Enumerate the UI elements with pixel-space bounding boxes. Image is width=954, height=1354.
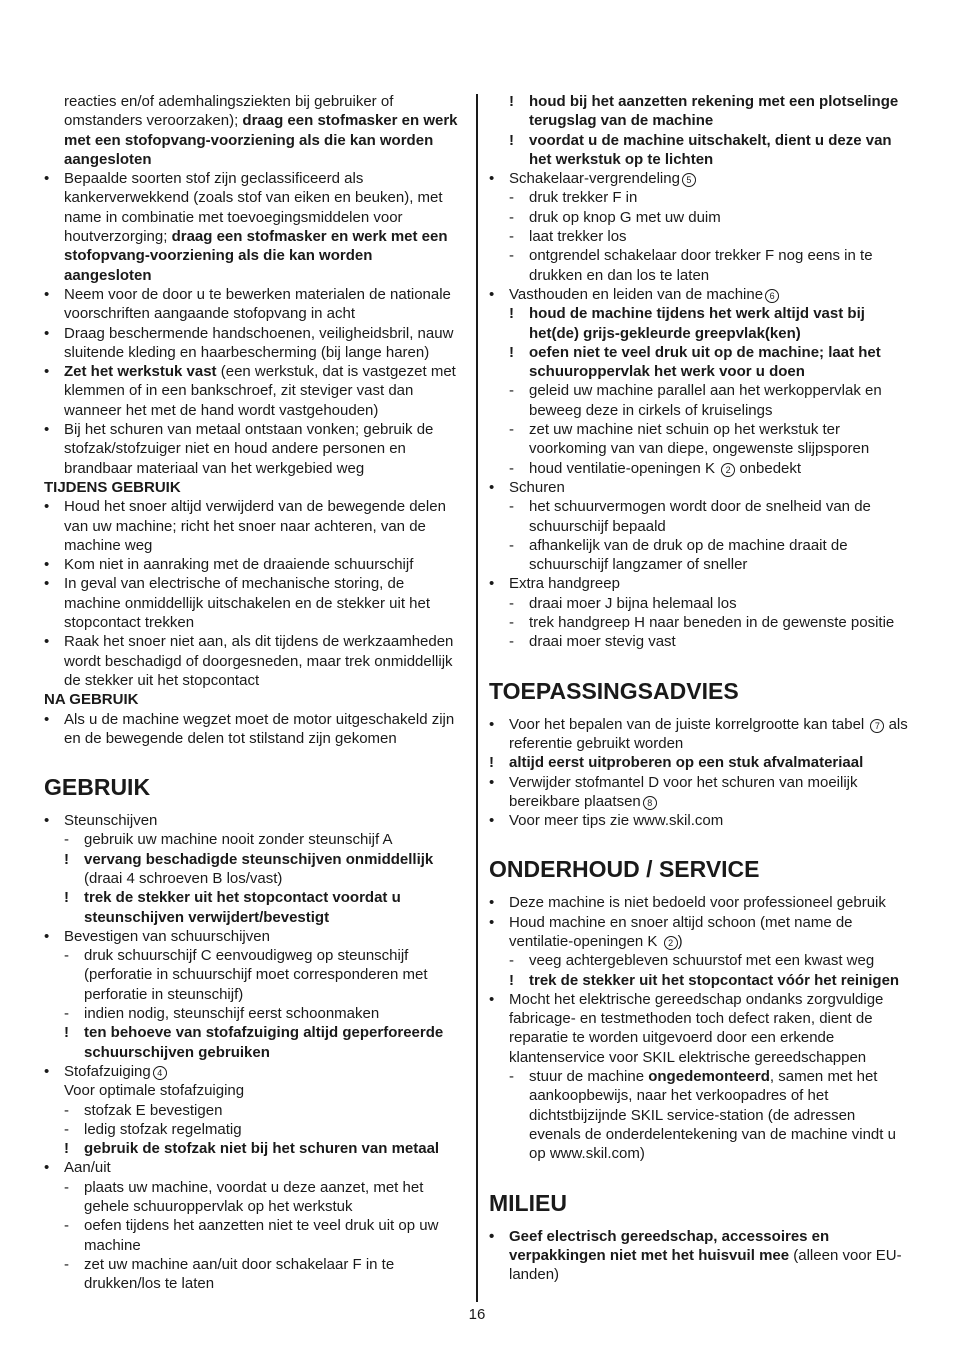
dash-item xyxy=(489,594,911,613)
dash-item xyxy=(44,1120,464,1139)
dash-item xyxy=(489,459,911,478)
dash-icon: - xyxy=(509,189,514,207)
bullet-item xyxy=(489,169,911,188)
text-run: indien nodig, steunschijf eerst schoonmaken xyxy=(84,1005,380,1023)
dash-item xyxy=(489,188,911,207)
text-run: Als u de machine wegzet moet de motor uitgeschakeld zijn en de bewegende delen tot stilstand zijn gekomen xyxy=(64,710,455,747)
warning-item xyxy=(489,131,911,170)
text-run: Zet het werkstuk vast xyxy=(64,363,217,381)
bullet-icon: • xyxy=(44,498,50,516)
text-run: druk op knop G met uw duim xyxy=(529,208,721,226)
warning-item xyxy=(44,1023,464,1062)
exclamation-icon: ! xyxy=(509,93,514,110)
dash-item xyxy=(489,613,911,632)
dash-icon: - xyxy=(509,421,514,439)
bullet-item xyxy=(44,362,464,420)
bullet-item xyxy=(489,285,911,304)
text-run: Aan/uit xyxy=(64,1159,111,1177)
text-run: Vasthouden en leiden van de machine xyxy=(509,285,764,303)
text-run: trek de stekker uit het stopcontact voordat u steunschijven verwijdert/bevestigt xyxy=(84,889,401,926)
text-run: ontgrendel schakelaar door trekker F nog eens in te drukken en dan los te laten xyxy=(529,247,873,284)
bullet-icon: • xyxy=(489,894,495,912)
figure-ref-circle: 2 xyxy=(664,936,678,950)
text-run: ledig stofzak regelmatig xyxy=(84,1120,242,1138)
bullet-item xyxy=(489,574,911,593)
warning-item xyxy=(489,304,911,343)
bullet-icon: • xyxy=(44,1062,50,1080)
bullet-item xyxy=(44,169,464,285)
text-run: zet uw machine aan/uit door schakelaar F in te drukken/los te laten xyxy=(84,1255,395,1293)
text-run: stofzak E bevestigen xyxy=(84,1101,223,1119)
dash-icon: - xyxy=(64,1120,69,1138)
section-heading: TOEPASSINGSADVIES xyxy=(489,677,739,704)
exclamation-icon: ! xyxy=(64,850,69,868)
bullet-item xyxy=(489,893,911,912)
bullet-item xyxy=(44,497,464,555)
subheading xyxy=(44,690,464,709)
dash-item xyxy=(489,1067,911,1163)
dash-item xyxy=(44,946,464,1004)
dash-item xyxy=(44,1101,464,1120)
bullet-icon: • xyxy=(44,324,50,342)
bullet-icon: • xyxy=(44,633,50,651)
exclamation-icon: ! xyxy=(509,131,514,149)
warning-item xyxy=(489,92,911,131)
bullet-item xyxy=(489,773,911,812)
paragraph xyxy=(44,1081,464,1100)
exclamation-icon: ! xyxy=(509,305,514,323)
subheading xyxy=(44,478,464,497)
text-run: Houd machine en snoer altijd schoon (met name de ventilatie-openingen K xyxy=(509,913,853,950)
text-run: Mocht het elektrische gereedschap ondanks zorgvuldige fabricage- en testmethoden toch defect raken, dient de reparatie te worden uitgevoerd door een erkende klantenservice voor SKIL elektrische gereedschappen xyxy=(509,990,884,1066)
text-run: Stofafzuiging xyxy=(64,1062,151,1080)
text-run: draai moer stevig vast xyxy=(529,633,676,651)
dash-icon: - xyxy=(509,208,514,226)
text-run: altijd eerst uitproberen op een stuk afvalmateriaal xyxy=(509,754,864,772)
dash-item xyxy=(489,497,911,536)
dash-icon: - xyxy=(509,382,514,400)
bullet-item xyxy=(44,811,464,830)
text-run: (een werkstuk, dat is vastgezet met klemmen of in een bankschroef, zit steviger vast dan wanneer het met de hand wordt vastgehouden) xyxy=(64,363,456,419)
text-run: houd de machine tijdens het werk altijd vast bij het(de) grijs-gekleurde greepvlak(ken) xyxy=(529,305,865,342)
text-run: geleid uw machine parallel aan het werkoppervlak en beweeg deze in cirkels of kruiselings xyxy=(529,382,882,419)
dash-icon: - xyxy=(509,498,514,516)
text-run: veeg achtergebleven schuurstof met een kwast weg xyxy=(529,952,875,970)
text-run: als referentie gebruikt worden xyxy=(509,715,908,752)
bullet-icon: • xyxy=(489,575,495,593)
bullet-item xyxy=(44,632,464,690)
exclamation-icon: ! xyxy=(509,971,514,989)
section-heading: MILIEU xyxy=(489,1189,567,1216)
bullet-item xyxy=(44,1158,464,1177)
bullet-item xyxy=(44,710,464,749)
bullet-item xyxy=(44,555,464,574)
dash-item xyxy=(44,830,464,849)
text-run: NA GEBRUIK xyxy=(44,691,139,709)
dash-icon: - xyxy=(64,1217,69,1235)
text-run: ) xyxy=(677,932,683,950)
text-run: (alleen voor EU-landen) xyxy=(509,1246,902,1284)
text-run: onbedekt xyxy=(735,459,802,477)
exclamation-icon: ! xyxy=(489,754,494,772)
text-run: het schuurvermogen wordt door de snelheid van de schuurschijf bepaald xyxy=(529,498,871,535)
text-run: voordat u de machine uitschakelt, dient u deze van het werkstuk op te lichten xyxy=(529,131,892,168)
text-run: stuur de machine xyxy=(529,1068,649,1086)
dash-item xyxy=(489,246,911,285)
figure-ref-circle: 2 xyxy=(721,463,735,477)
text-run: Neem voor de door u te bewerken materialen de nationale voorschriften aangaande stofopvang in acht xyxy=(64,285,451,323)
bullet-item xyxy=(44,324,464,363)
bullet-icon: • xyxy=(44,927,50,945)
text-run: TIJDENS GEBRUIK xyxy=(44,478,181,496)
section-heading: ONDERHOUD / SERVICE xyxy=(489,856,760,883)
text-run: trek handgreep H naar beneden in de gewenste positie xyxy=(529,614,895,632)
exclamation-icon: ! xyxy=(64,1140,69,1158)
warning-item xyxy=(489,343,911,382)
text-run: Schuren xyxy=(509,478,565,496)
dash-item xyxy=(489,227,911,246)
dash-icon: - xyxy=(64,1255,69,1273)
text-run: In geval van electrische of mechanische storing, de machine onmiddellijk uitschakelen en de stekker uit het stopcontact trekken xyxy=(64,575,431,632)
text-run: draai moer J bijna helemaal los xyxy=(529,594,737,612)
text-run: laat trekker los xyxy=(529,228,627,246)
bullet-item xyxy=(489,478,911,497)
dash-item xyxy=(489,420,911,459)
dash-icon: - xyxy=(64,1101,69,1119)
text-run: houd ventilatie-openingen K xyxy=(529,459,720,477)
text-run: afhankelijk van de druk op de machine draait de schuurschijf langzamer of sneller xyxy=(529,536,848,574)
text-run: gebruik de stofzak niet bij het schuren van metaal xyxy=(84,1140,440,1158)
text-run: plaats uw machine, voordat u deze aanzet, met het gehele schuuroppervlak op het werkstuk xyxy=(84,1178,424,1216)
figure-ref-circle: 8 xyxy=(643,796,657,810)
text-run: Schakelaar-vergrendeling xyxy=(509,170,680,188)
bullet-icon: • xyxy=(489,1227,495,1245)
bullet-icon: • xyxy=(44,1159,50,1177)
left-column xyxy=(44,92,464,1294)
text-run: trek de stekker uit het stopcontact vóór het reinigen xyxy=(529,971,900,989)
text-run: gebruik uw machine nooit zonder steunschijf A xyxy=(84,831,393,849)
dash-item xyxy=(489,381,911,420)
bullet-icon: • xyxy=(489,170,495,188)
text-run: oefen niet te veel druk uit op de machine; laat het schuuroppervlak het werk voor u doen xyxy=(529,343,881,381)
dash-icon: - xyxy=(509,228,514,246)
figure-ref-circle: 7 xyxy=(870,719,884,733)
text-run: oefen tijdens het aanzetten niet te veel druk uit op uw machine xyxy=(84,1217,439,1254)
bullet-icon: • xyxy=(44,363,50,381)
paragraph xyxy=(44,92,464,169)
figure-ref-circle: 4 xyxy=(153,1066,167,1080)
dash-icon: - xyxy=(509,633,514,651)
bullet-icon: • xyxy=(44,170,50,188)
figure-ref-circle: 6 xyxy=(765,289,779,303)
bullet-item xyxy=(44,1062,464,1081)
bullet-icon: • xyxy=(44,556,50,574)
dash-item xyxy=(44,1178,464,1217)
warning-item xyxy=(489,971,911,990)
dash-icon: - xyxy=(509,536,514,554)
dash-item xyxy=(44,1255,464,1294)
exclamation-icon: ! xyxy=(64,889,69,907)
text-run: Deze machine is niet bedoeld voor professioneel gebruik xyxy=(509,894,886,912)
dash-icon: - xyxy=(509,247,514,265)
text-run: Verwijder stofmantel D voor het schuren van moeilijk bereikbare plaatsen xyxy=(509,773,858,810)
text-run: druk trekker F in xyxy=(529,189,638,207)
right-column xyxy=(489,92,911,1284)
text-run: Steunschijven xyxy=(64,812,158,830)
text-run: Draag beschermende handschoenen, veiligheidsbril, nauw sluitende kleding en haarbescherming (bij lange haren) xyxy=(64,324,454,361)
warning-item xyxy=(489,753,911,772)
text-run: ten behoeve van stofafzuiging altijd geperforeerde schuurschijven gebruiken xyxy=(84,1024,444,1061)
dash-icon: - xyxy=(64,831,69,849)
warning-item xyxy=(44,888,464,927)
dash-item xyxy=(44,1004,464,1023)
bullet-icon: • xyxy=(44,575,50,593)
text-run: Kom niet in aanraking met de draaiende schuurschijf xyxy=(64,556,414,574)
bullet-icon: • xyxy=(44,812,50,830)
dash-icon: - xyxy=(64,947,69,965)
page-number: 16 xyxy=(468,1306,486,1323)
bullet-icon: • xyxy=(44,421,50,439)
text-run: reacties en/of ademhalingsziekten bij gebruiker of omstanders veroorzaken); xyxy=(64,93,394,130)
text-run: Bevestigen van schuurschijven xyxy=(64,927,270,945)
warning-item xyxy=(44,1139,464,1158)
text-run: draag een stofmasker en werk met een stofopvang-voorziening als die kan worden aangesloten xyxy=(64,228,448,284)
dash-item xyxy=(489,632,911,651)
dash-icon: - xyxy=(509,594,514,612)
text-run: Raak het snoer niet aan, als dit tijdens de werkzaamheden wordt beschadigd of doorgesneden, maar trek onmiddellijk de stekker uit het stopcontact xyxy=(64,633,454,689)
bullet-item xyxy=(44,285,464,324)
bullet-item xyxy=(44,574,464,632)
exclamation-icon: ! xyxy=(509,343,514,361)
figure-ref-circle: 5 xyxy=(682,173,696,187)
text-run: Bij het schuren van metaal ontstaan vonken; gebruik de stofzak/stofzuiger niet en houd andere personen en brandbaar materiaal van het werkgebied weg xyxy=(64,421,434,477)
bullet-item xyxy=(489,1227,911,1285)
text-run: Houd het snoer altijd verwijderd van de bewegende delen van uw machine; richt het snoer naar achteren, van de machine weg xyxy=(64,498,446,554)
dash-icon: - xyxy=(64,1178,69,1196)
text-run: , samen met het aankoopbewijs, naar het verkoopadres of het dichtstbijzijnde SKIL service-station (de adressen evenals de onderdelentekening van de machine vindt u op www.skil.com) xyxy=(529,1068,896,1163)
bullet-icon: • xyxy=(489,285,495,303)
bullet-icon: • xyxy=(44,285,50,303)
exclamation-icon: ! xyxy=(64,1024,69,1042)
bullet-item xyxy=(489,811,911,830)
bullet-item xyxy=(489,990,911,1067)
text-run: Voor het bepalen van de juiste korrelgrootte kan tabel xyxy=(509,715,869,733)
dash-icon: - xyxy=(509,952,514,970)
text-run: zet uw machine niet schuin op het werkstuk ter voorkoming van van diepe, ongewenste slijpsporen xyxy=(529,421,870,458)
dash-item xyxy=(489,951,911,970)
warning-item xyxy=(44,850,464,889)
dash-icon: - xyxy=(509,1068,514,1086)
text-run: ongedemonteerd xyxy=(648,1068,770,1086)
text-run: Bepaalde soorten stof zijn geclassificeerd als kankerverwekkend (zoals stof van eiken en beuken), met name in combinatie met toevoegingsmiddelen voor houtverzorging; xyxy=(64,170,443,246)
dash-item xyxy=(44,1216,464,1255)
bullet-icon: • xyxy=(489,773,495,791)
bullet-icon: • xyxy=(489,812,495,830)
bullet-icon: • xyxy=(489,715,495,733)
bullet-item xyxy=(44,927,464,946)
text-run: Voor optimale stofafzuiging xyxy=(64,1082,245,1100)
text-run: druk schuurschijf C eenvoudigweg op steunschijf (perforatie in schuurschijf moet corresponderen met perforatie in steunschijf) xyxy=(84,947,428,1003)
bullet-icon: • xyxy=(489,913,495,931)
dash-item xyxy=(489,536,911,575)
bullet-item xyxy=(489,715,911,754)
text-run: Voor meer tips zie www.skil.com xyxy=(509,812,724,830)
bullet-icon: • xyxy=(489,990,495,1008)
column-divider xyxy=(476,94,478,1302)
dash-icon: - xyxy=(509,459,514,477)
bullet-icon: • xyxy=(44,710,50,728)
text-run: draag een stofmasker en werk met een stofopvang-voorziening als die kan worden aangesloten xyxy=(64,112,458,168)
dash-icon: - xyxy=(64,1005,69,1023)
text-run: houd bij het aanzetten rekening met een plotselinge terugslag van de machine xyxy=(529,93,899,130)
text-run: (draai 4 schroeven B los/vast) xyxy=(84,869,283,887)
bullet-icon: • xyxy=(489,478,495,496)
bullet-item xyxy=(489,913,911,952)
text-run: Extra handgreep xyxy=(509,575,620,593)
dash-icon: - xyxy=(509,614,514,632)
dash-item xyxy=(489,208,911,227)
bullet-item xyxy=(44,420,464,478)
section-heading: GEBRUIK xyxy=(44,774,151,801)
text-run: Geef electrisch gereedschap, accessoires en verpakkingen niet met het huisvuil mee xyxy=(509,1227,830,1264)
text-run: vervang beschadigde steunschijven onmiddellijk xyxy=(84,850,434,868)
